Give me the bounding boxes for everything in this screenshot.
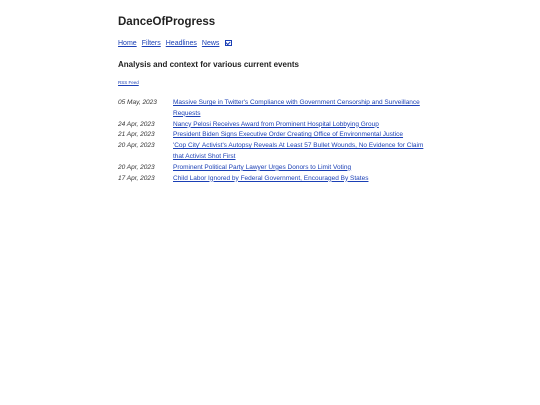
nav-filters-link[interactable]: Filters — [141, 40, 161, 47]
main-nav — [118, 40, 232, 47]
article-date: 24 Apr, 2023 — [118, 120, 155, 128]
nav-headlines-link[interactable]: Headlines — [165, 40, 197, 47]
envelope-icon[interactable] — [225, 40, 232, 46]
article-link[interactable]: Nancy Pelosi Receives Award from Prominent Hospital Lobbying Group — [173, 120, 379, 128]
list-item — [118, 130, 428, 141]
article-link[interactable]: Child Labor Ignored by Federal Government, Encouraged By States — [173, 174, 369, 182]
article-link[interactable]: Prominent Political Party Lawyer Urges Donors to Limit Voting — [173, 163, 352, 171]
article-date: 20 Apr, 2023 — [118, 142, 155, 150]
rss-feed-link[interactable]: RSS Feed — [118, 80, 139, 85]
article-link[interactable]: President Biden Signs Executive Order Creating Office of Environmental Justice — [173, 131, 404, 139]
article-link[interactable]: 'Cop City' Activist's Autopsy Reveals At Least 57 Bullet Wounds, No Evidence for Claim that Activist Shot First — [173, 142, 424, 160]
nav-news-link[interactable]: News — [201, 40, 220, 47]
list-item — [118, 163, 428, 174]
article-date: 20 Apr, 2023 — [118, 163, 155, 171]
article-date: 21 Apr, 2023 — [118, 131, 155, 139]
list-item — [118, 174, 428, 185]
list-item — [118, 120, 428, 131]
article-list — [118, 98, 428, 184]
list-item — [118, 98, 428, 120]
article-link[interactable]: Massive Surge in Twitter's Compliance with Government Censorship and Surveillance Requests — [173, 99, 420, 117]
site-title: DanceOfProgress — [118, 16, 216, 28]
nav-home-link[interactable]: Home — [118, 40, 137, 47]
list-item — [118, 141, 428, 163]
article-date: 17 Apr, 2023 — [118, 174, 155, 182]
page-subtitle: Analysis and context for various current events — [118, 60, 299, 69]
article-date: 05 May, 2023 — [118, 99, 157, 106]
